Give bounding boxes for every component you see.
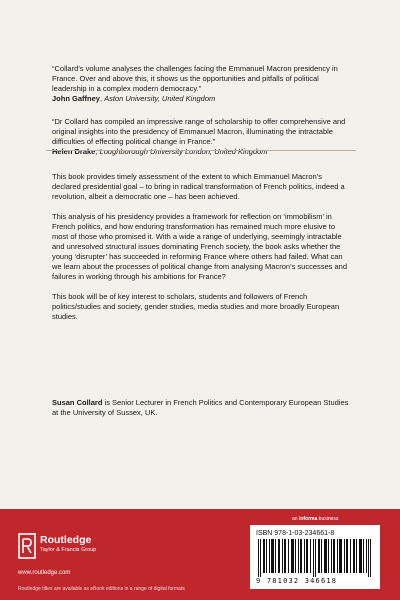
isbn-barcode-box bbox=[250, 525, 380, 589]
author-bio bbox=[52, 398, 352, 418]
quote-affiliation: Aston University, United Kingdom bbox=[104, 94, 216, 103]
informa-suffix: business bbox=[317, 516, 339, 522]
quote-attribution: Helen Drake, Loughborough University London, United Kingdom bbox=[52, 147, 268, 156]
author-name: Susan Collard bbox=[52, 398, 103, 407]
routledge-logo-icon bbox=[18, 533, 36, 559]
quote-text: “Collard’s volume analyses the challenges facing the Emmanuel Macron presidency in France. Over and above this, it shows us the opportunities and pitfalls of political leadership in a complex modern democracy.” bbox=[52, 64, 338, 93]
publisher-name: Routledge bbox=[40, 534, 92, 546]
author-bio-text: is Senior Lecturer in French Politics and Contemporary European Studies at the University of Sussex, UK. bbox=[52, 398, 349, 417]
barcode-icon bbox=[256, 539, 374, 577]
isbn-label: ISBN 978-1-03-234661-8 bbox=[256, 530, 335, 537]
description-paragraph: This book will be of key interest to scholars, students and followers of French politics/studies and society, gender studies, media studies and more broadly European studies. bbox=[52, 292, 340, 321]
quote-affiliation: Loughborough University London, United Kingdom bbox=[99, 147, 268, 156]
barcode-number: 9 781032 346618 bbox=[256, 577, 338, 585]
informa-prefix: an bbox=[292, 516, 299, 522]
quote-text: “Dr Collard has compiled an impressive range of scholarship to offer comprehensive and original insights into the presidency of Emmanuel Macron, illuminating the intractable difficulties of effecting political change in France.” bbox=[52, 117, 346, 146]
description-paragraph: This book provides timely assessment of the extent to which Emmanuel Macron’s declared presidential goal – to bring in radical transformation of French politics, indeed a revolution, albeit a democratic one – has been achieved. bbox=[52, 172, 345, 201]
endorsements bbox=[52, 64, 352, 157]
quote-author: Helen Drake bbox=[52, 147, 96, 156]
endorsement-quote bbox=[52, 64, 352, 104]
publisher-group: Taylor & Francis Group bbox=[40, 547, 97, 553]
publisher-band bbox=[0, 509, 400, 600]
informa-word: informa bbox=[298, 516, 318, 522]
book-description bbox=[52, 172, 352, 332]
quote-attribution: John Gaffney, Aston University, United Kingdom bbox=[52, 94, 216, 103]
description-paragraph: This analysis of his presidency provides a framework for reflection on ‘immobilism’ in French politics, and how enduring transformation has remained much more elusive to most of those who promised it. With a wide a range of underlying, seemingly intractable and unresolved structural issues dominating French society, the book asks whether the young ‘disrupter’ has succeeded in reforming France where others had failed. What can we learn about the processes of political change from analysing Macron’s successes and failures in working through his ambitions for France? bbox=[52, 212, 348, 281]
divider bbox=[46, 150, 356, 151]
endorsement-quote bbox=[52, 117, 352, 157]
publisher-url[interactable]: www.routledge.com bbox=[18, 570, 71, 576]
quote-author: John Gaffney bbox=[52, 94, 100, 103]
ebook-availability-note: Routledge titles are available as eBook editions in a range of digital formats bbox=[18, 586, 185, 592]
informa-business-tag bbox=[292, 516, 338, 523]
